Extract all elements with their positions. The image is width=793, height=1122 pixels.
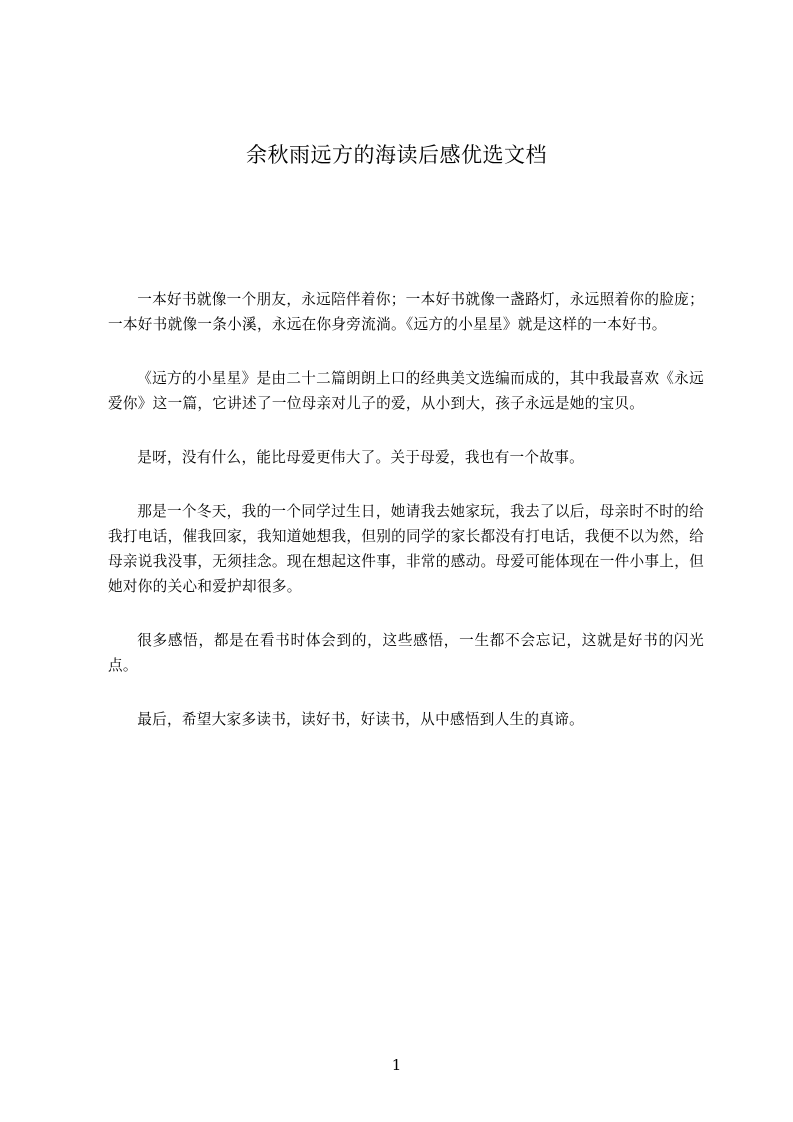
paragraph-1: 一本好书就像一个朋友，永远陪伴着你；一本好书就像一盏路灯，永远照着你的脸庞；一本好书就像一条小溪，永远在你身旁流淌。《远方的小星星》就是这样的一本好书。	[108, 291, 704, 333]
paragraph-6: 最后，希望大家多读书，读好书，好读书，从中感悟到人生的真谛。	[137, 711, 585, 728]
paragraph-2: 《远方的小星星》是由二十二篇朗朗上口的经典美文选编而成的，其中我最喜欢《永远爱你》这一篇，它讲述了一位母亲对儿子的爱，从小到大，孩子永远是她的宝贝。	[108, 370, 704, 412]
document-body	[108, 287, 704, 761]
paragraph-3: 是呀，没有什么，能比母爱更伟大了。关于母爱，我也有一个故事。	[137, 449, 585, 466]
page-number: 1	[391, 1056, 402, 1074]
document-title: 余秋雨远方的海读后感优选文档	[246, 143, 547, 167]
paragraph-4: 那是一个冬天，我的一个同学过生日，她请我去她家玩，我去了以后，母亲时不时的给我打电话，催我回家，我知道她想我，但别的同学的家长都没有打电话，我便不以为然，给母亲说我没事，无须挂念。现在想起这件事，非常的感动。母爱可能体现在一件小事上，但她对你的关心和爱护却很多。	[108, 503, 704, 595]
paragraph-5: 很多感悟，都是在看书时体会到的，这些感悟，一生都不会忘记，这就是好书的闪光点。	[108, 632, 704, 674]
